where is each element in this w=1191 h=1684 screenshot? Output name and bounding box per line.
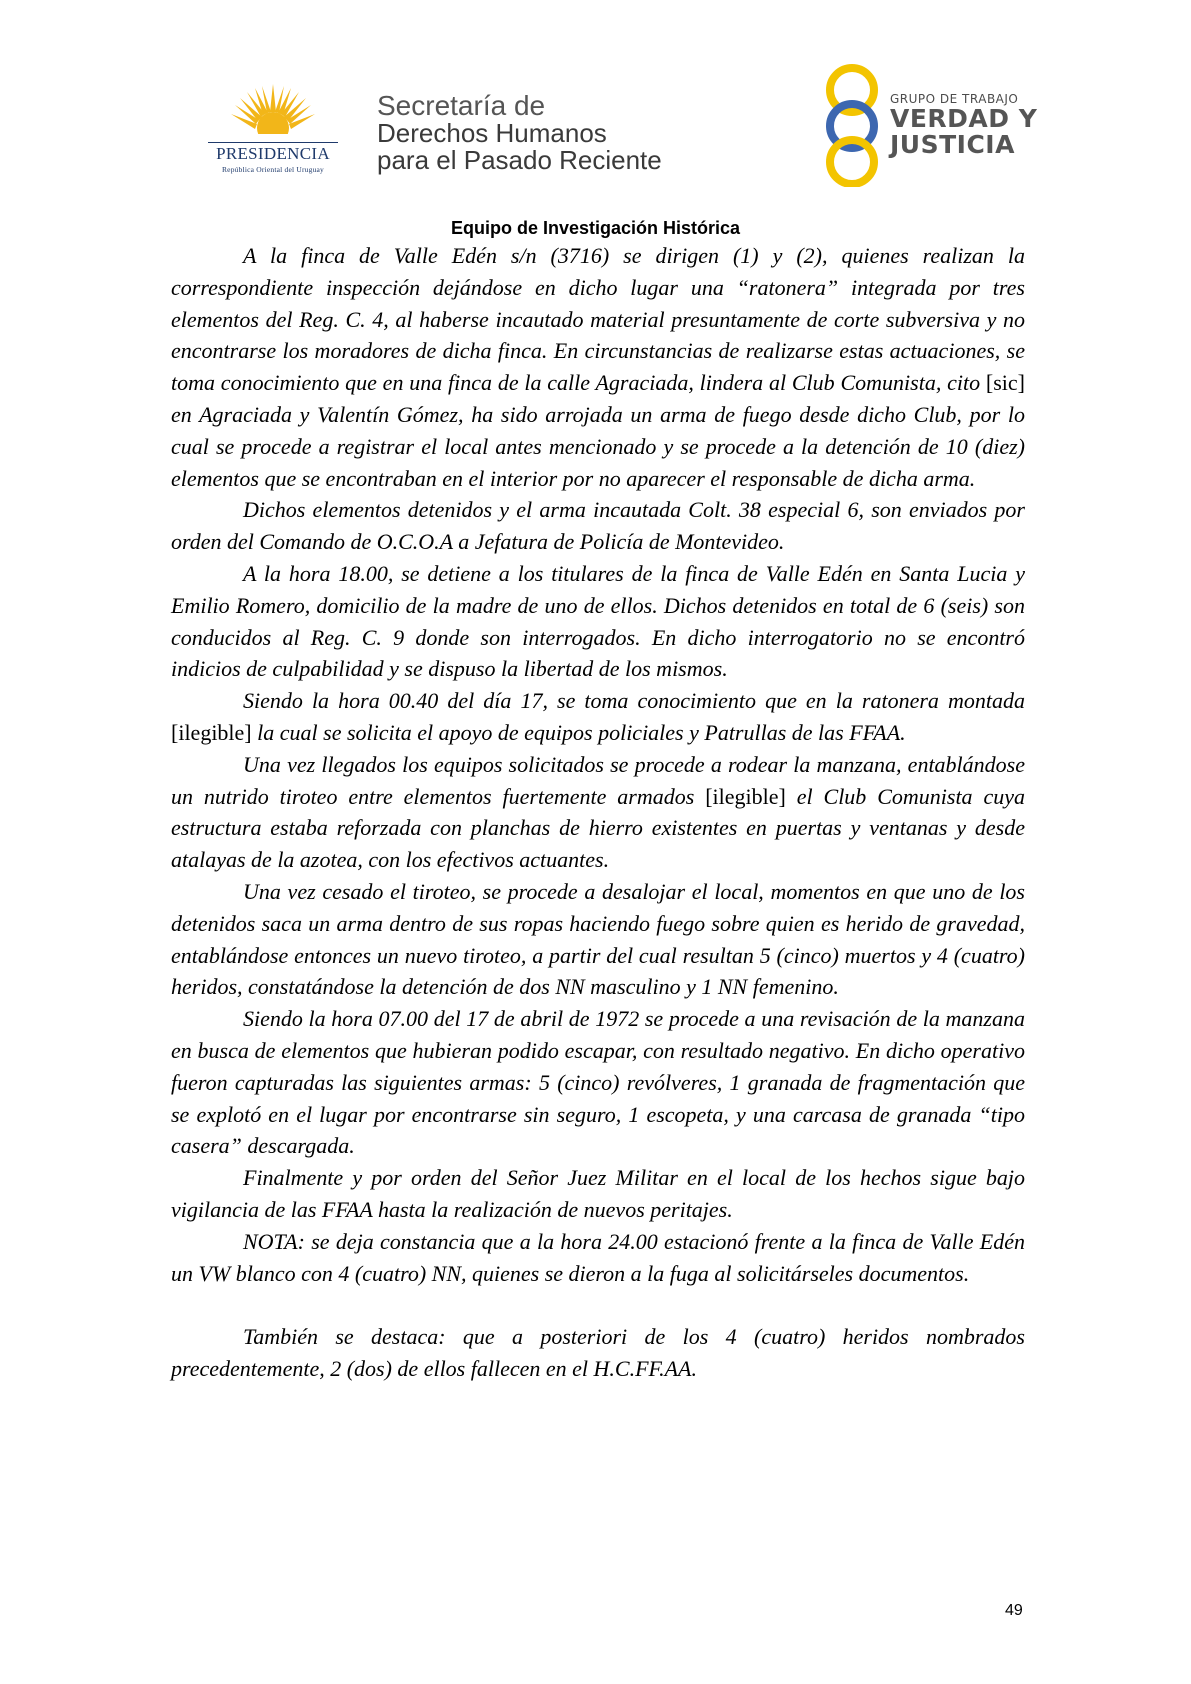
secretaria-line-2: Derechos Humanos: [377, 118, 607, 148]
paragraph-8: Finalmente y por orden del Señor Juez Militar en el local de los hechos sigue bajo vigilancia de las FFAA hasta la realización de nuevos peritajes.: [171, 1165, 1025, 1222]
divider-line: [208, 142, 338, 143]
paragraph-10: También se destaca: que a posteriori de los 4 (cuatro) heridos nombrados precedentemente, 2 (dos) de ellos fallecen en el H.C.FF.AA.: [171, 1324, 1025, 1381]
grupo-line-3: JUSTICIA: [890, 130, 1015, 159]
grupo-line-2: VERDAD Y: [890, 104, 1038, 133]
page-number: 49: [1005, 1602, 1023, 1619]
paragraph-6: Una vez cesado el tiroteo, se procede a desalojar el local, momentos en que uno de los detenidos saca un arma dentro de sus ropas haciendo fuego sobre quien es herido de gravedad, entablándose entonces un nuevo tiroteo, a partir del cual resultan 5 (cinco) muertos y 4 (cuatro) heridos, constatándose la detención de dos NN masculino y 1 NN femenino.: [171, 878, 1025, 1000]
paragraph-1: [171, 240, 1025, 494]
document-body: [171, 240, 1025, 1385]
presidencia-subtitle: República Oriental del Uruguay: [221, 165, 324, 174]
grupo-trabajo-title: [890, 92, 1037, 158]
paragraph-1-text: A la finca de Valle Edén s/n (3716) se dirigen (1) y (2), quienes realizan la correspondiente inspección dejándose en dicho lugar una “ratonera” integrada por tres elementos del Reg. C. 4, al haberse incautado material presuntamente de corte subversiva y no encontrarse los moradores de dicha finca. En circunstancias de realizarse estas actuaciones, se toma conocimiento que en una finca de la calle Agraciada, lindera al Club Comunista, cito: [171, 243, 1025, 396]
secretaria-line-1: Secretaría de: [377, 90, 546, 121]
paragraph-4-text: Siendo la hora 00.40 del día 17, se toma conocimiento que en la ratonera montada: [243, 688, 1025, 714]
paragraph-9: NOTA: se deja constancia que a la hora 24.00 estacionó frente a la finca de Valle Edén un VW blanco con 4 (cuatro) NN, quienes se dieron a la fuga al solicitárseles documentos.: [171, 1228, 1025, 1286]
page-header: [0, 0, 1191, 238]
paragraph-7: Siendo la hora 07.00 del 17 de abril de 1972 se procede a una revisación de la manzana en busca de elementos que hubieran podido escapar, con resultado negativo. En dicho operativo fueron capturadas las siguientes armas: 5 (cinco) revólveres, 1 granada de fragmentación que se explotó en el lugar por encontrarse sin seguro, 1 escopeta, y una carcasa de granada “tipo casera” descargada.: [171, 1006, 1025, 1159]
secretaria-title: [377, 92, 662, 174]
presidencia-name: PRESIDENCIA: [216, 144, 330, 163]
ilegible-note: [ilegible]: [171, 719, 252, 745]
sun-icon: [198, 82, 348, 144]
secretaria-line-3: para el Pasado Reciente: [377, 145, 662, 175]
team-title: Equipo de Investigación Histórica: [450, 218, 741, 238]
paragraph-1-end: en Agraciada y Valentín Gómez, ha sido arrojada un arma de fuego desde dicho Club, por lo cual se procede a registrar el local antes mencionado y se procede a la detención de 10 (diez) elementos que se encontraban en el interior por no aparecer el responsable de dicha arma.: [171, 401, 1025, 491]
grupo-line-1: GRUPO DE TRABAJO: [890, 92, 1019, 106]
paragraph-5-text: Una vez llegados los equipos solicitados se procede a rodear la manzana, entablándose un nutrido tiroteo entre elementos fuertemente armados: [171, 751, 1025, 809]
paragraph-3: A la hora 18.00, se detiene a los titulares de la finca de Valle Edén en Santa Lucia y Emilio Romero, domicilio de la madre de uno de ellos. Dichos detenidos en total de 6 (seis) son conducidos al Reg. C. 9 donde son interrogados. En dicho interrogatorio no se encontró indicios de culpabilidad y se dispuso la libertad de los mismos.: [171, 560, 1025, 682]
sic-note: [sic]: [985, 370, 1026, 396]
presidencia-logo: [198, 82, 348, 182]
paragraph-2: Dichos elementos detenidos y el arma incautada Colt. 38 especial 6, son enviados por orden del Comando de O.C.O.A a Jefatura de Policía de Montevideo.: [171, 497, 1025, 555]
paragraph-5: [171, 749, 1025, 876]
ilegible-note: [ilegible]: [705, 783, 786, 809]
paragraph-4-end: la cual se solicita el apoyo de equipos policiales y Patrullas de las FFAA.: [257, 719, 906, 745]
paragraph-5-end: el Club Comunista cuya estructura estaba reforzada con planchas de hierro existentes en puertas y ventanas y desde atalayas de la azotea, con los efectivos actuantes.: [171, 783, 1025, 873]
paragraph-4: [171, 685, 1025, 749]
